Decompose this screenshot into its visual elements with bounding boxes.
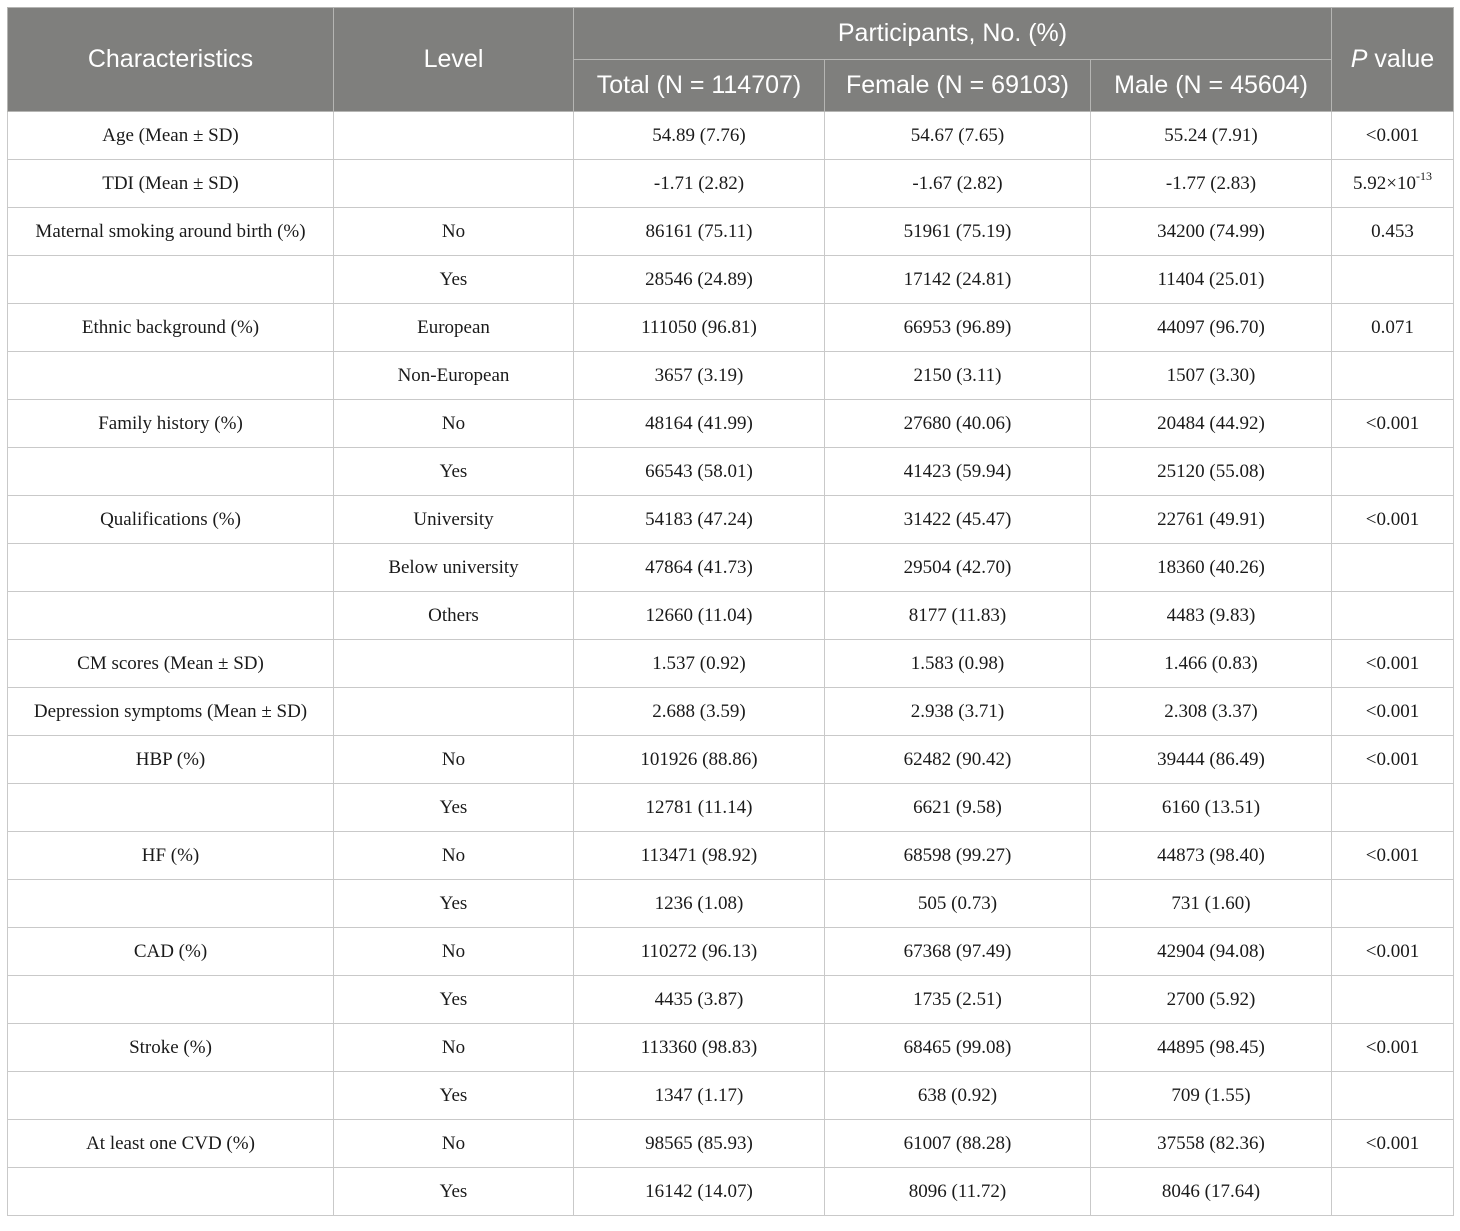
header-p-rest: value	[1367, 45, 1435, 73]
female-text: 6621 (9.58)	[913, 796, 1002, 818]
cell-male	[1091, 640, 1332, 688]
total-text: 110272 (96.13)	[640, 940, 758, 962]
female-text: 41423 (59.94)	[903, 460, 1012, 482]
table-row	[8, 928, 1454, 976]
male-text: 6160 (13.51)	[1161, 796, 1261, 818]
table-row	[8, 496, 1454, 544]
cell-level	[334, 496, 574, 544]
table-row	[8, 736, 1454, 784]
total-text: 4435 (3.87)	[654, 988, 744, 1010]
cell-female	[825, 544, 1091, 592]
level-text: Others	[428, 604, 479, 626]
cell-level	[334, 1168, 574, 1216]
male-text: 1.466 (0.83)	[1164, 652, 1258, 674]
cell-total	[574, 784, 825, 832]
cell-level	[334, 208, 574, 256]
table-row	[8, 688, 1454, 736]
female-text: 8096 (11.72)	[908, 1180, 1007, 1202]
cell-female	[825, 160, 1091, 208]
cell-female	[825, 688, 1091, 736]
cell-total	[574, 832, 825, 880]
total-text: 1347 (1.17)	[654, 1084, 744, 1106]
cell-male	[1091, 496, 1332, 544]
cell-level	[334, 688, 574, 736]
male-text: 11404 (25.01)	[1157, 268, 1265, 290]
p-text: <0.001	[1365, 652, 1420, 674]
female-text: 27680 (40.06)	[903, 412, 1012, 434]
total-text: 113471 (98.92)	[640, 844, 758, 866]
cell-total	[574, 160, 825, 208]
cell-female	[825, 400, 1091, 448]
cell-male	[1091, 592, 1332, 640]
level-text: Yes	[439, 268, 468, 290]
female-text: 2.938 (3.71)	[910, 700, 1005, 722]
male-text: 731 (1.60)	[1171, 892, 1251, 914]
p-text: 0.071	[1371, 316, 1414, 338]
cell-p	[1332, 976, 1454, 1024]
characteristic-text: Depression symptoms (Mean ± SD)	[33, 700, 308, 722]
total-text: 28546 (24.89)	[645, 268, 753, 290]
cell-characteristic	[8, 976, 334, 1024]
cell-level	[334, 256, 574, 304]
cell-female	[825, 1168, 1091, 1216]
cell-p	[1332, 256, 1454, 304]
table-row	[8, 112, 1454, 160]
cell-total	[574, 736, 825, 784]
cell-level	[334, 1120, 574, 1168]
total-text: 113360 (98.83)	[640, 1036, 758, 1058]
cell-characteristic	[8, 880, 334, 928]
level-text: University	[413, 508, 494, 530]
female-text: 31422 (45.47)	[903, 508, 1012, 530]
male-text: -1.77 (2.83)	[1165, 172, 1257, 194]
level-text: Yes	[439, 988, 468, 1010]
male-text: 18360 (40.26)	[1157, 556, 1265, 578]
table-container	[7, 7, 1453, 1216]
cell-characteristic	[8, 784, 334, 832]
cell-level	[334, 592, 574, 640]
p-text: <0.001	[1365, 940, 1420, 962]
male-text: 8046 (17.64)	[1161, 1180, 1261, 1202]
cell-female	[825, 640, 1091, 688]
cell-total	[574, 976, 825, 1024]
cell-male	[1091, 448, 1332, 496]
cell-p	[1332, 592, 1454, 640]
cell-total	[574, 208, 825, 256]
cell-level	[334, 448, 574, 496]
characteristic-text: Stroke (%)	[129, 1036, 212, 1058]
cell-male	[1091, 304, 1332, 352]
table-row	[8, 592, 1454, 640]
total-text: 66543 (58.01)	[645, 460, 753, 482]
cell-p	[1332, 544, 1454, 592]
total-text: 2.688 (3.59)	[652, 700, 746, 722]
total-text: 12781 (11.14)	[645, 796, 753, 818]
male-text: 42904 (94.08)	[1157, 940, 1265, 962]
total-text: 98565 (85.93)	[645, 1132, 753, 1154]
female-text: 29504 (42.70)	[903, 556, 1012, 578]
cell-p	[1332, 208, 1454, 256]
header-p-italic: P	[1350, 45, 1368, 73]
female-text: 8177 (11.83)	[908, 604, 1007, 626]
p-text: 0.453	[1371, 220, 1414, 242]
level-text: Yes	[439, 1084, 468, 1106]
cell-p	[1332, 352, 1454, 400]
p-text: <0.001	[1365, 700, 1420, 722]
cell-characteristic	[8, 1072, 334, 1120]
cell-characteristic	[8, 400, 334, 448]
cell-male	[1091, 256, 1332, 304]
cell-characteristic	[8, 640, 334, 688]
cell-total	[574, 400, 825, 448]
cell-male	[1091, 1168, 1332, 1216]
cell-total	[574, 496, 825, 544]
female-text: 68465 (99.08)	[903, 1036, 1012, 1058]
male-text: 709 (1.55)	[1171, 1084, 1251, 1106]
p-text: <0.001	[1365, 508, 1420, 530]
cell-characteristic	[8, 544, 334, 592]
cell-p	[1332, 640, 1454, 688]
cell-female	[825, 448, 1091, 496]
cell-male	[1091, 784, 1332, 832]
male-text: 44097 (96.70)	[1157, 316, 1265, 338]
cell-level	[334, 352, 574, 400]
cell-male	[1091, 976, 1332, 1024]
female-text: 68598 (99.27)	[903, 844, 1012, 866]
cell-male	[1091, 400, 1332, 448]
cell-level	[334, 112, 574, 160]
p-text: <0.001	[1365, 412, 1420, 434]
cell-male	[1091, 688, 1332, 736]
cell-male	[1091, 928, 1332, 976]
total-text: 111050 (96.81)	[641, 316, 757, 338]
level-text: Yes	[439, 1180, 468, 1202]
male-text: 4483 (9.83)	[1166, 604, 1256, 626]
cell-total	[574, 592, 825, 640]
cell-female	[825, 352, 1091, 400]
cell-total	[574, 880, 825, 928]
cell-characteristic	[8, 688, 334, 736]
cell-characteristic	[8, 1024, 334, 1072]
cell-female	[825, 736, 1091, 784]
cell-total	[574, 1024, 825, 1072]
total-text: 1236 (1.08)	[654, 892, 744, 914]
cell-male	[1091, 208, 1332, 256]
cell-characteristic	[8, 256, 334, 304]
male-text: 37558 (82.36)	[1157, 1132, 1265, 1154]
cell-female	[825, 304, 1091, 352]
male-text: 20484 (44.92)	[1157, 412, 1265, 434]
cell-female	[825, 256, 1091, 304]
table-row	[8, 640, 1454, 688]
cell-male	[1091, 832, 1332, 880]
cell-characteristic	[8, 592, 334, 640]
cell-characteristic	[8, 496, 334, 544]
cell-p	[1332, 688, 1454, 736]
characteristic-text: HF (%)	[141, 844, 200, 866]
total-text: 86161 (75.11)	[645, 220, 753, 242]
cell-p	[1332, 832, 1454, 880]
characteristic-text: CAD (%)	[133, 940, 208, 962]
cell-level	[334, 1024, 574, 1072]
cell-p	[1332, 928, 1454, 976]
cell-p	[1332, 1168, 1454, 1216]
characteristic-text: Qualifications (%)	[100, 508, 241, 530]
table-header	[8, 8, 1454, 112]
cell-level	[334, 976, 574, 1024]
female-text: 638 (0.92)	[917, 1084, 998, 1106]
cell-p	[1332, 736, 1454, 784]
p-text: <0.001	[1365, 124, 1420, 146]
cell-characteristic	[8, 304, 334, 352]
male-text: 55.24 (7.91)	[1164, 124, 1258, 146]
header-total: Total (N = 114707)	[574, 60, 825, 112]
cell-characteristic	[8, 928, 334, 976]
cell-p	[1332, 112, 1454, 160]
total-text: 3657 (3.19)	[654, 364, 744, 386]
total-text: 47864 (41.73)	[645, 556, 753, 578]
total-text: 12660 (11.04)	[645, 604, 753, 626]
cell-female	[825, 1072, 1091, 1120]
male-text: 34200 (74.99)	[1157, 220, 1265, 242]
cell-p	[1332, 160, 1454, 208]
male-text: 25120 (55.08)	[1157, 460, 1265, 482]
characteristic-text: TDI (Mean ± SD)	[102, 172, 239, 194]
cell-female	[825, 976, 1091, 1024]
level-text: Yes	[439, 892, 468, 914]
cell-total	[574, 112, 825, 160]
characteristic-text: Maternal smoking around birth (%)	[35, 220, 306, 242]
female-text: 61007 (88.28)	[903, 1132, 1012, 1154]
cell-level	[334, 640, 574, 688]
cell-total	[574, 544, 825, 592]
cell-level	[334, 304, 574, 352]
male-text: 44873 (98.40)	[1157, 844, 1265, 866]
cell-level	[334, 400, 574, 448]
header-level: Level	[334, 8, 574, 112]
header-male: Male (N = 45604)	[1091, 60, 1332, 112]
characteristic-text: Family history (%)	[98, 412, 243, 434]
cell-male	[1091, 544, 1332, 592]
cell-total	[574, 640, 825, 688]
level-text: No	[441, 1132, 466, 1154]
cell-p	[1332, 1024, 1454, 1072]
cell-total	[574, 1168, 825, 1216]
male-text: 22761 (49.91)	[1157, 508, 1265, 530]
cell-total	[574, 448, 825, 496]
cell-characteristic	[8, 1120, 334, 1168]
male-text: 2.308 (3.37)	[1164, 700, 1258, 722]
total-text: 54183 (47.24)	[645, 508, 753, 530]
cell-male	[1091, 880, 1332, 928]
total-text: -1.71 (2.82)	[653, 172, 745, 194]
p-text: 5.92×10	[1353, 172, 1416, 194]
cell-male	[1091, 160, 1332, 208]
cell-p	[1332, 304, 1454, 352]
cell-level	[334, 784, 574, 832]
header-characteristics: Characteristics	[8, 8, 334, 112]
level-text: Yes	[439, 460, 468, 482]
table-row	[8, 1168, 1454, 1216]
cell-female	[825, 592, 1091, 640]
cell-level	[334, 880, 574, 928]
cell-total	[574, 928, 825, 976]
cell-female	[825, 784, 1091, 832]
table-row	[8, 784, 1454, 832]
cell-total	[574, 304, 825, 352]
cell-characteristic	[8, 832, 334, 880]
female-text: -1.67 (2.82)	[912, 172, 1003, 194]
cell-total	[574, 352, 825, 400]
female-text: 51961 (75.19)	[903, 220, 1012, 242]
characteristic-text: At least one CVD (%)	[86, 1132, 255, 1154]
female-text: 66953 (96.89)	[903, 316, 1012, 338]
female-text: 1735 (2.51)	[913, 988, 1002, 1010]
cell-female	[825, 880, 1091, 928]
cell-p	[1332, 400, 1454, 448]
cell-male	[1091, 112, 1332, 160]
p-text: <0.001	[1365, 748, 1420, 770]
level-text: No	[441, 748, 466, 770]
cell-female	[825, 1120, 1091, 1168]
cell-characteristic	[8, 160, 334, 208]
female-text: 62482 (90.42)	[903, 748, 1012, 770]
male-text: 39444 (86.49)	[1157, 748, 1265, 770]
table-row	[8, 544, 1454, 592]
cell-female	[825, 1024, 1091, 1072]
table-body	[8, 112, 1454, 1216]
table-row	[8, 1072, 1454, 1120]
header-p-value	[1332, 8, 1454, 112]
level-text: No	[441, 220, 466, 242]
header-participants: Participants, No. (%)	[574, 8, 1332, 60]
table-row	[8, 1024, 1454, 1072]
cell-male	[1091, 352, 1332, 400]
characteristic-text: Age (Mean ± SD)	[102, 124, 239, 146]
cell-male	[1091, 1072, 1332, 1120]
cell-female	[825, 928, 1091, 976]
cell-female	[825, 112, 1091, 160]
cell-level	[334, 160, 574, 208]
level-text: No	[441, 412, 466, 434]
table-row	[8, 304, 1454, 352]
cell-total	[574, 256, 825, 304]
characteristic-text: Ethnic background (%)	[81, 316, 260, 338]
cell-level	[334, 832, 574, 880]
cell-total	[574, 1072, 825, 1120]
table-row	[8, 256, 1454, 304]
table-row	[8, 976, 1454, 1024]
cell-p	[1332, 448, 1454, 496]
table-row	[8, 1120, 1454, 1168]
cell-characteristic	[8, 112, 334, 160]
total-text: 101926 (88.86)	[640, 748, 758, 770]
level-text: No	[441, 844, 466, 866]
female-text: 17142 (24.81)	[903, 268, 1012, 290]
level-text: No	[441, 940, 466, 962]
cell-characteristic	[8, 1168, 334, 1216]
cell-p	[1332, 880, 1454, 928]
p-text: <0.001	[1365, 1036, 1420, 1058]
cell-level	[334, 928, 574, 976]
female-text: 505 (0.73)	[917, 892, 998, 914]
cell-p	[1332, 784, 1454, 832]
cell-male	[1091, 736, 1332, 784]
table-row	[8, 880, 1454, 928]
male-text: 1507 (3.30)	[1166, 364, 1256, 386]
table-row	[8, 832, 1454, 880]
cell-level	[334, 736, 574, 784]
table-row	[8, 208, 1454, 256]
level-text: Yes	[439, 796, 468, 818]
p-text: <0.001	[1365, 1132, 1420, 1154]
p-text: <0.001	[1365, 844, 1420, 866]
cell-female	[825, 832, 1091, 880]
female-text: 54.67 (7.65)	[910, 124, 1005, 146]
total-text: 54.89 (7.76)	[652, 124, 746, 146]
cell-p	[1332, 1120, 1454, 1168]
total-text: 48164 (41.99)	[645, 412, 753, 434]
cell-characteristic	[8, 448, 334, 496]
cell-female	[825, 496, 1091, 544]
table-row	[8, 400, 1454, 448]
female-text: 1.583 (0.98)	[910, 652, 1005, 674]
cell-level	[334, 544, 574, 592]
cell-characteristic	[8, 736, 334, 784]
cell-male	[1091, 1120, 1332, 1168]
cell-characteristic	[8, 208, 334, 256]
cell-p	[1332, 496, 1454, 544]
female-text: 2150 (3.11)	[913, 364, 1002, 386]
header-female: Female (N = 69103)	[825, 60, 1091, 112]
female-text: 67368 (97.49)	[903, 940, 1012, 962]
cell-male	[1091, 1024, 1332, 1072]
male-text: 2700 (5.92)	[1166, 988, 1256, 1010]
characteristic-text: HBP (%)	[135, 748, 206, 770]
level-text: No	[441, 1036, 466, 1058]
characteristic-text: CM scores (Mean ± SD)	[77, 652, 264, 674]
level-text: European	[417, 316, 490, 338]
characteristics-table	[7, 7, 1454, 1216]
table-row	[8, 160, 1454, 208]
level-text: Below university	[388, 556, 519, 578]
table-row	[8, 352, 1454, 400]
male-text: 44895 (98.45)	[1157, 1036, 1265, 1058]
table-row	[8, 448, 1454, 496]
total-text: 16142 (14.07)	[645, 1180, 753, 1202]
cell-total	[574, 1120, 825, 1168]
p-exponent: -13	[1415, 168, 1432, 183]
total-text: 1.537 (0.92)	[652, 652, 746, 674]
cell-characteristic	[8, 352, 334, 400]
cell-p	[1332, 1072, 1454, 1120]
cell-total	[574, 688, 825, 736]
level-text: Non-European	[397, 364, 510, 386]
cell-level	[334, 1072, 574, 1120]
cell-female	[825, 208, 1091, 256]
